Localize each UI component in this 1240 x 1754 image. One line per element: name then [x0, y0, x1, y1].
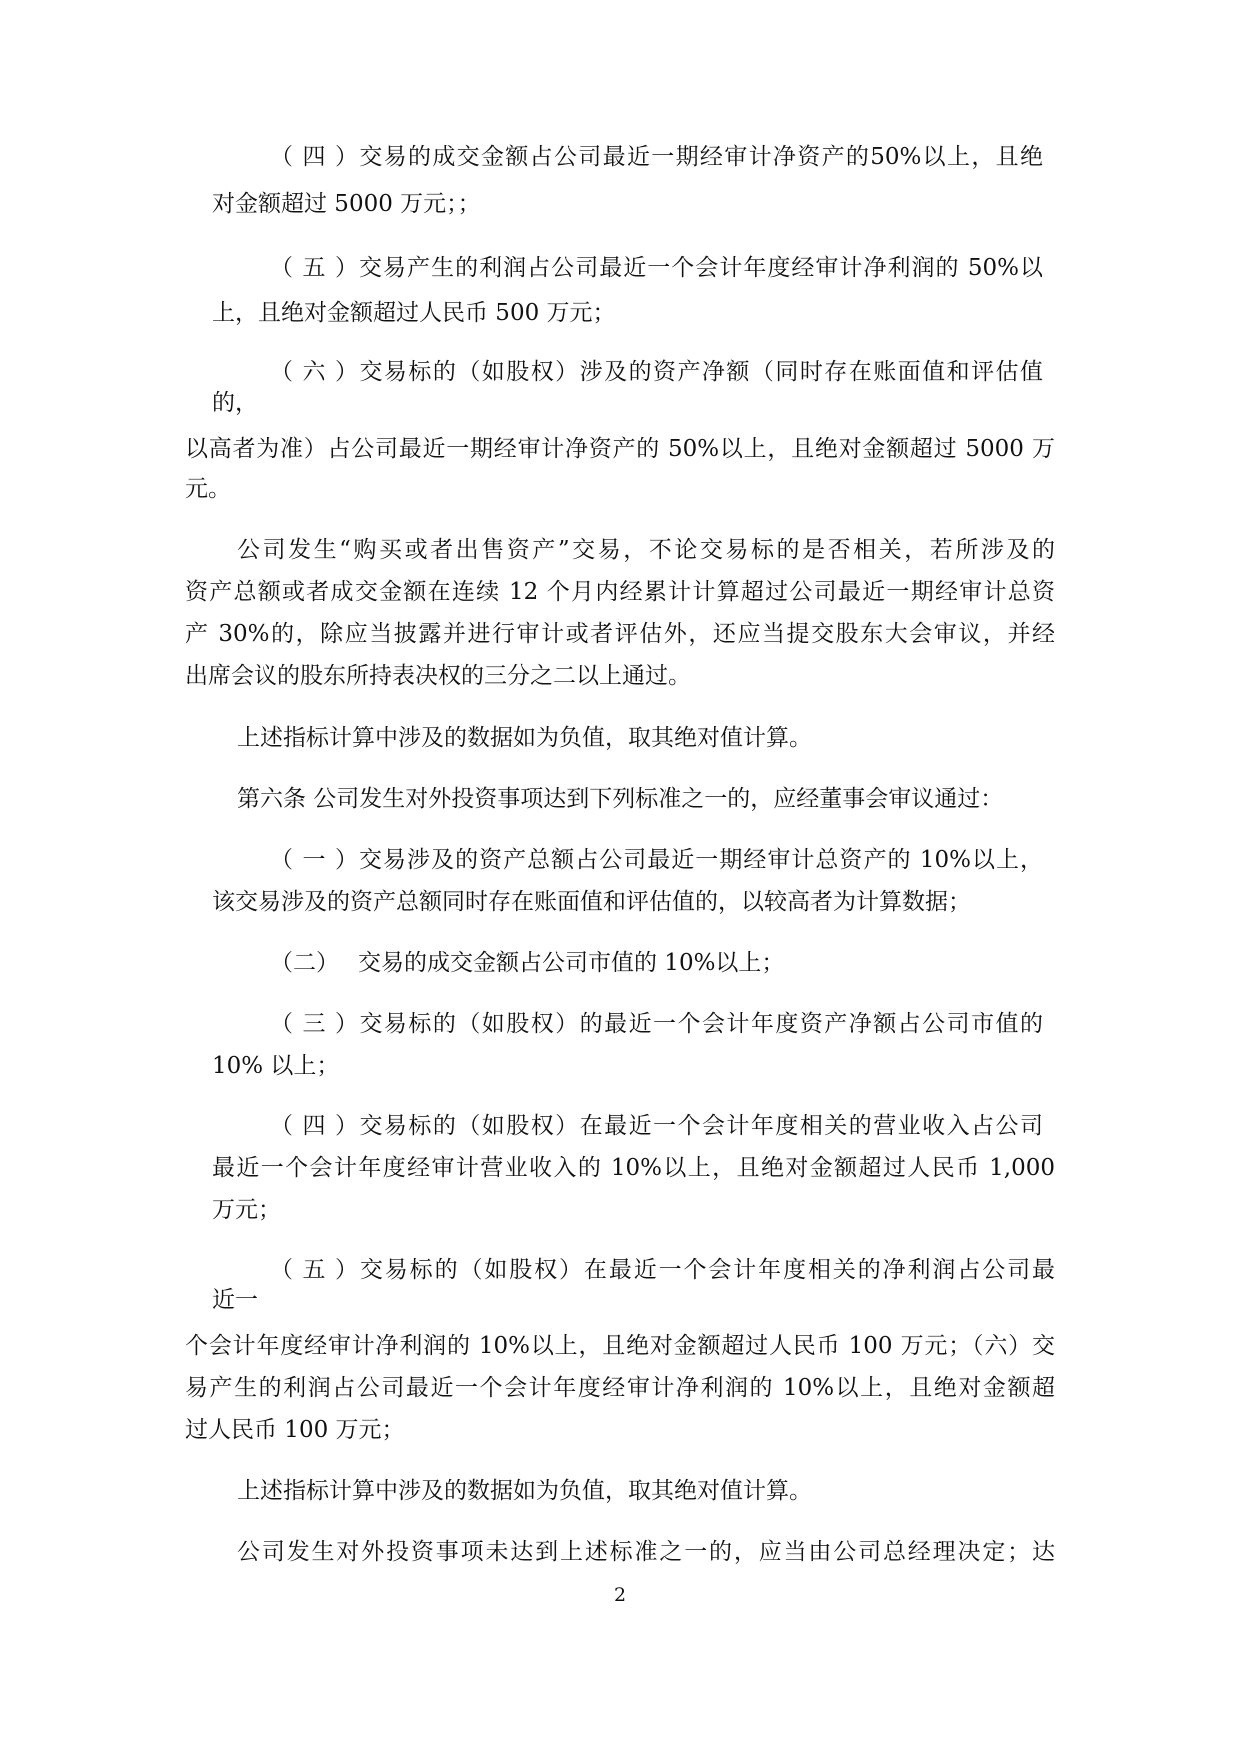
paragraph-line: 元。 — [185, 476, 231, 502]
list-item-line — [270, 142, 1043, 172]
paragraph-line: 易产生的利润占公司最近一个会计年度经审计净利润的 10%以上，且绝对金额超 — [185, 1375, 1055, 1401]
list-item-number: （三） — [270, 1011, 358, 1037]
paragraph-line: 该交易涉及的资产总额同时存在账面值和评估值的，以较高者为计算数据； — [212, 889, 971, 915]
paragraph-line: 以高者为准）占公司最近一期经审计净资产的 50%以上，且绝对金额超过 5000 万 — [185, 436, 1055, 462]
list-item-text: 交易标的（如股权）在最近一个会计年度相关的营业收入占公司 — [358, 1113, 1043, 1139]
list-item-line — [270, 357, 1043, 387]
list-item-line — [270, 1111, 1043, 1141]
list-item-text: 交易的成交金额占公司最近一期经审计净资产的50%以上，且绝 — [358, 144, 1043, 170]
page-number: 2 — [613, 1584, 627, 1606]
list-item-number: （六） — [270, 359, 358, 385]
paragraph-line: 近一 — [212, 1287, 258, 1313]
paragraph-line: 过人民币 100 万元； — [185, 1417, 405, 1443]
list-item-number: （五） — [270, 1257, 358, 1283]
paragraph-line: 出席会议的股东所持表决权的三分之二以上通过。 — [185, 663, 691, 689]
list-item-text: 交易的成交金额占公司市值的 10%以上； — [358, 950, 785, 976]
paragraph-line: 对金额超过 5000 万元；； — [212, 191, 481, 217]
list-item-text: 交易标的（如股权）的最近一个会计年度资产净额占公司市值的 — [358, 1011, 1043, 1037]
paragraph-line: 万元； — [212, 1197, 281, 1223]
paragraph-line: 最近一个会计年度经审计营业收入的 10%以上，且绝对金额超过人民币 1,000 — [212, 1155, 1055, 1181]
paragraph-line: 公司发生“购买或者出售资产”交易，不论交易标的是否相关，若所涉及的 — [237, 537, 1055, 563]
list-item-line — [270, 948, 784, 978]
list-item-text: 交易产生的利润占公司最近一个会计年度经审计净利润的 50%以 — [358, 255, 1043, 281]
paragraph-line: 资产总额或者成交金额在连续 12 个月内经累计计算超过公司最近一期经审计总资 — [185, 579, 1055, 605]
list-item-text: 交易标的（如股权）在最近一个会计年度相关的净利润占公司最 — [358, 1257, 1055, 1283]
list-item-text: 交易涉及的资产总额占公司最近一期经审计总资产的 10%以上， — [358, 847, 1043, 873]
paragraph-line: 上，且绝对金额超过人民币 500 万元； — [212, 300, 616, 326]
list-item-line — [270, 1009, 1043, 1039]
list-item-line — [270, 253, 1043, 283]
list-item-number: （四） — [270, 1113, 358, 1139]
paragraph-line: 10% 以上； — [212, 1053, 340, 1079]
list-item-line — [270, 1255, 1055, 1285]
list-item-line — [270, 845, 1043, 875]
paragraph-line: 个会计年度经审计净利润的 10%以上，且绝对金额超过人民币 100 万元；（六）交 — [185, 1333, 1055, 1359]
list-item-number: （四） — [270, 144, 358, 170]
article-heading-line: 第六条 公司发生对外投资事项达到下列标准之一的，应经董事会审议通过： — [237, 786, 1004, 812]
paragraph-line: 上述指标计算中涉及的数据如为负值，取其绝对值计算。 — [237, 725, 812, 751]
paragraph-line: 的， — [212, 390, 258, 416]
paragraph-line: 产 30%的，除应当披露并进行审计或者评估外，还应当提交股东大会审议，并经 — [185, 621, 1055, 647]
list-item-number: （二） — [270, 950, 339, 976]
paragraph-line: 上述指标计算中涉及的数据如为负值，取其绝对值计算。 — [237, 1478, 812, 1504]
list-item-text: 交易标的（如股权）涉及的资产净额（同时存在账面值和评估值 — [358, 359, 1043, 385]
paragraph-line: 公司发生对外投资事项未达到上述标准之一的，应当由公司总经理决定；达 — [237, 1539, 1055, 1565]
list-item-number: （一） — [270, 847, 358, 873]
list-item-number: （五） — [270, 255, 358, 281]
